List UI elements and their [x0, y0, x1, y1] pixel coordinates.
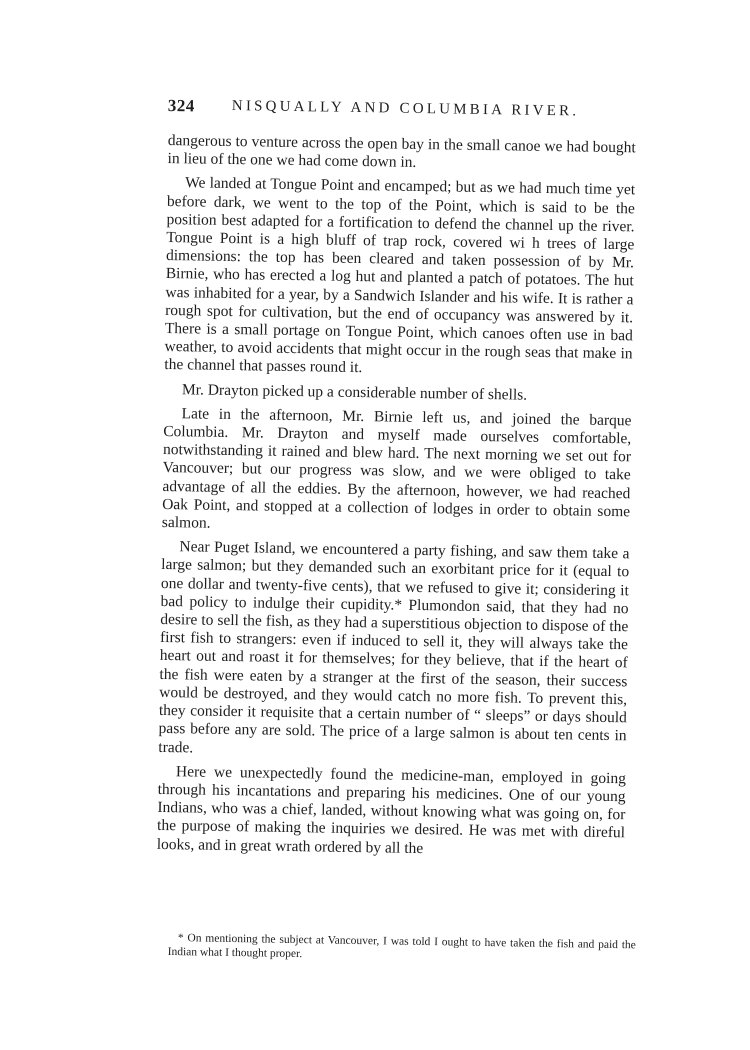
paragraph-tongue-point: We landed at Tongue Point and encamped; but as we had much time yet before dark, we went to the top of the Point, which is said to be the position best adapted for a fortification to defend the channel up the river. Tongue Point is a high bluff of trap rock, covered wi h trees of large dimensions: the top has been cleared and taken possession of by Mr. Birnie, who has erected a log hut and planted a patch of potatoes. The hut was inhabited for a year, by a Sandwich Islander and his wife. It is rather a rough spot for cultivation, but the end of occupancy was answered by it. There is a small portage on Tongue Point, which canoes often use in bad weather, to avoid accidents that might occur in the rough seas that make in the channel that passes round it. [164, 174, 636, 377]
paragraph-medicine-man: Here we unexpectedly found the medicine-man, employed in going through his incantations and preparing his medicines. One of our young Indians, who was a chief, landed, without knowing what was going on, for the purpose of making the inquiries we desired. He was met with direful looks, and in great wrath ordered by all the [156, 762, 627, 857]
footnote-text: * On mentioning the subject at Vancouver, I was told I ought to have taken the fish and paid the Indian what I thought proper. [167, 932, 636, 961]
paragraph-shells: Mr. Drayton picked up a considerable number of shells. [181, 380, 528, 404]
footnote [168, 931, 636, 966]
running-head: NISQUALLY AND COLUMBIA RIVER. [231, 98, 580, 120]
page-header [168, 96, 608, 127]
page-number: 324 [167, 96, 195, 116]
paragraph-continuation: dangerous to venture across the open bay in the small canoe we had bought in lieu of the one we had come down in. [167, 132, 636, 172]
body-text [157, 132, 636, 861]
paragraph-birnie-departure: Late in the afternoon, Mr. Birnie left us, and joined the barque Columbia. Mr. Drayton and myself made ourselves comfortable, notwithstanding it rained and blew hard. The next morning we set out for Vancouver; but our progress was slow, and we were obliged to take advantage of all the eddies. By the afternoon, however, we had reached Oak Point, and stopped at a collection of lodges in order to obtain some salmon. [161, 405, 632, 532]
paragraph-puget-island: Near Puget Island, we encountered a party fishing, and saw them take a large salmon; but they demanded such an exorbitant price for it (equal to one dollar and twenty-five cents), that we refused to give it; considering it bad policy to indulge their cupidity.* Plumondon said, that they had no desire to sell the fish, as they had a superstitious objection to dispose of the first fish to strangers: even if induced to sell it, they will always take the heart out and roast it for themselves; for they believe, that if the heart of the fish were eaten by a stranger at the first of the season, their success would be destroyed, and they would catch no more fish. To prevent this, they consider it requisite that a certain number of “ sleeps” or days should pass before any are sold. The price of a large salmon is about ten cents in trade. [158, 538, 630, 756]
